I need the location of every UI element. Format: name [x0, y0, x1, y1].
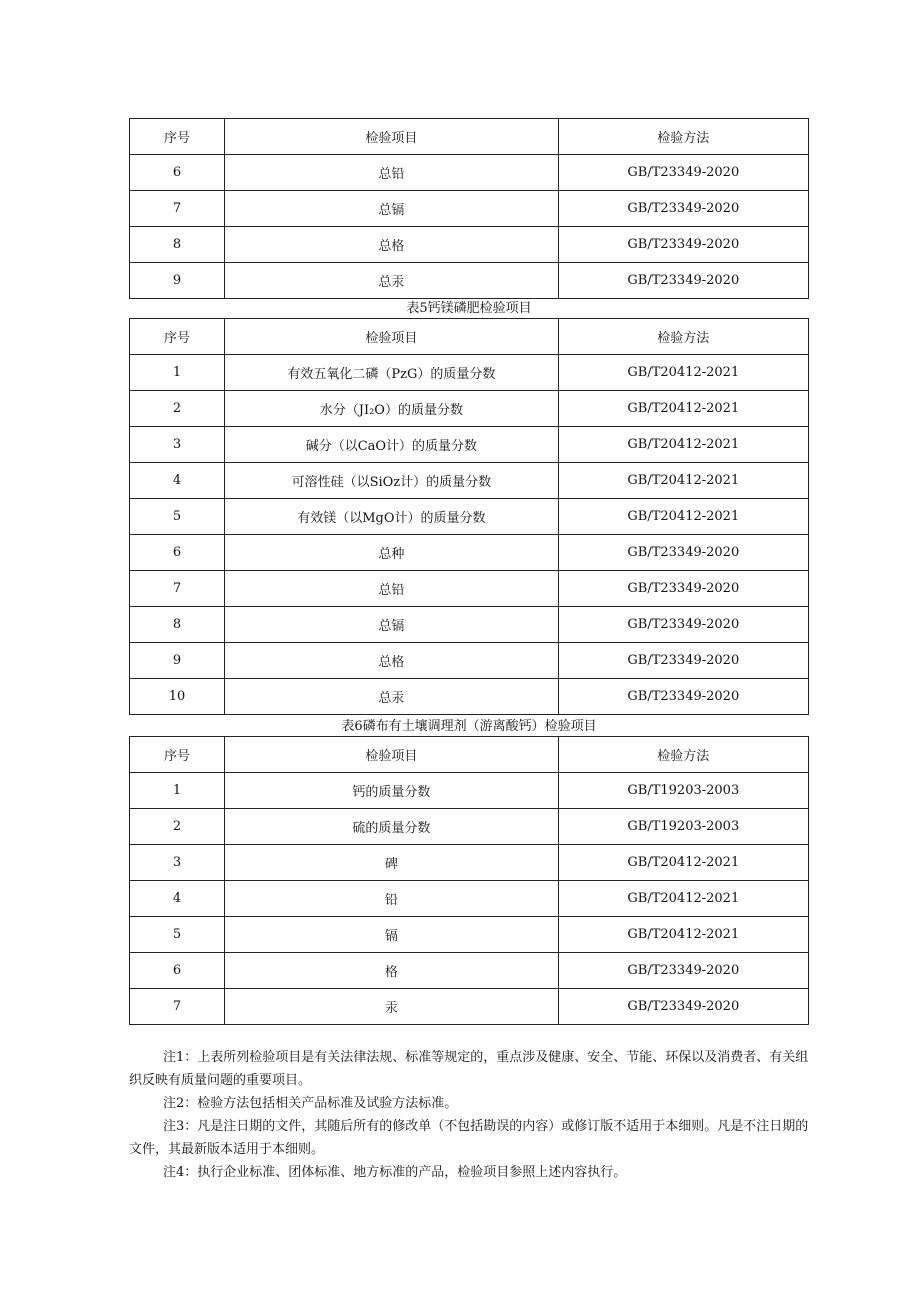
cell-no: 8: [130, 227, 225, 263]
cell-item: 格: [225, 953, 558, 989]
header-no: 序号: [130, 319, 225, 355]
cell-item: 钙的质量分数: [225, 773, 558, 809]
cell-method: GB/T23349-2020: [558, 679, 808, 715]
table-row: [130, 463, 809, 499]
cell-item: 总镉: [225, 607, 558, 643]
cell-no: 4: [130, 463, 225, 499]
cell-item: 镉: [225, 917, 558, 953]
cell-no: 2: [130, 391, 225, 427]
inspection-table-5: [129, 318, 809, 715]
cell-no: 7: [130, 571, 225, 607]
table-header-row: [130, 119, 809, 155]
cell-item: 水分（JI₂O）的质量分数: [225, 391, 558, 427]
cell-method: GB/T20412-2021: [558, 845, 808, 881]
table-row: [130, 679, 809, 715]
note-4: 注4：执行企业标准、团体标准、地方标准的产品，检验项目参照上述内容执行。: [163, 1165, 627, 1180]
table-row: [130, 191, 809, 227]
cell-method: GB/T20412-2021: [558, 917, 808, 953]
cell-no: 5: [130, 917, 225, 953]
header-method: 检验方法: [558, 119, 808, 155]
notes-section: [129, 1046, 809, 1184]
table-row: [130, 427, 809, 463]
table-row: [130, 355, 809, 391]
table-row: [130, 881, 809, 917]
cell-item: 总格: [225, 643, 558, 679]
cell-no: 7: [130, 989, 225, 1025]
header-no: 序号: [130, 737, 225, 773]
table-header-row: [130, 319, 809, 355]
note-1: 注1：上表所列检验项目是有关法律法规、标准等规定的，重点涉及健康、安全、节能、环保以及消费者、有关组织反映有质量问题的重要项目。: [129, 1050, 809, 1088]
cell-method: GB/T20412-2021: [558, 427, 808, 463]
inspection-table-6: [129, 736, 809, 1025]
table-row: [130, 917, 809, 953]
cell-method: GB/T23349-2020: [558, 571, 808, 607]
cell-no: 10: [130, 679, 225, 715]
header-item: 检验项目: [225, 119, 558, 155]
cell-no: 3: [130, 845, 225, 881]
cell-no: 1: [130, 355, 225, 391]
cell-no: 6: [130, 155, 225, 191]
cell-method: GB/T20412-2021: [558, 391, 808, 427]
cell-no: 1: [130, 773, 225, 809]
cell-method: GB/T23349-2020: [558, 155, 808, 191]
header-no: 序号: [130, 119, 225, 155]
cell-item: 汞: [225, 989, 558, 1025]
cell-method: GB/T19203-2003: [558, 773, 808, 809]
cell-method: GB/T19203-2003: [558, 809, 808, 845]
cell-item: 总格: [225, 227, 558, 263]
header-item: 检验项目: [225, 737, 558, 773]
cell-method: GB/T20412-2021: [558, 463, 808, 499]
table-row: [130, 607, 809, 643]
cell-item: 碑: [225, 845, 558, 881]
inspection-table-4-continued: [129, 118, 809, 299]
cell-item: 碱分（以CaO计）的质量分数: [225, 427, 558, 463]
cell-no: 3: [130, 427, 225, 463]
table-6-caption: 表6磷布有土壤调理剂（游离酸钙）检验项目: [341, 719, 597, 734]
table-row: [130, 155, 809, 191]
note-3: 注3：凡是注日期的文件，其随后所有的修改单（不包括勘误的内容）或修订版不适用于本细则。凡是不注日期的文件，其最新版本适用于本细则。: [129, 1119, 809, 1157]
cell-item: 可溶性硅（以SiOz计）的质量分数: [225, 463, 558, 499]
cell-method: GB/T23349-2020: [558, 227, 808, 263]
cell-no: 6: [130, 535, 225, 571]
cell-no: 5: [130, 499, 225, 535]
table-row: [130, 953, 809, 989]
cell-item: 总镉: [225, 191, 558, 227]
cell-no: 9: [130, 263, 225, 299]
cell-method: GB/T20412-2021: [558, 499, 808, 535]
cell-item: 总种: [225, 535, 558, 571]
cell-no: 9: [130, 643, 225, 679]
cell-method: GB/T23349-2020: [558, 263, 808, 299]
header-method: 检验方法: [558, 737, 808, 773]
cell-method: GB/T23349-2020: [558, 989, 808, 1025]
table-row: [130, 809, 809, 845]
cell-item: 硫的质量分数: [225, 809, 558, 845]
table-5-caption: 表5钙镁磷肥检验项目: [406, 301, 532, 316]
table-row: [130, 643, 809, 679]
cell-no: 7: [130, 191, 225, 227]
table-header-row: [130, 737, 809, 773]
cell-no: 2: [130, 809, 225, 845]
cell-method: GB/T23349-2020: [558, 643, 808, 679]
cell-no: 8: [130, 607, 225, 643]
table-row: [130, 571, 809, 607]
cell-item: 总铅: [225, 571, 558, 607]
cell-method: GB/T20412-2021: [558, 355, 808, 391]
cell-item: 总汞: [225, 263, 558, 299]
table-row: [130, 263, 809, 299]
cell-method: GB/T23349-2020: [558, 953, 808, 989]
table-row: [130, 391, 809, 427]
cell-method: GB/T23349-2020: [558, 535, 808, 571]
table-row: [130, 989, 809, 1025]
table-row: [130, 227, 809, 263]
header-item: 检验项目: [225, 319, 558, 355]
cell-method: GB/T23349-2020: [558, 191, 808, 227]
table-row: [130, 845, 809, 881]
note-2: 注2：检验方法包括相关产品标准及试验方法标准。: [163, 1096, 458, 1111]
table-row: [130, 535, 809, 571]
cell-no: 4: [130, 881, 225, 917]
cell-item: 有效镁（以MgO计）的质量分数: [225, 499, 558, 535]
cell-item: 总汞: [225, 679, 558, 715]
table-row: [130, 499, 809, 535]
cell-no: 6: [130, 953, 225, 989]
header-method: 检验方法: [558, 319, 808, 355]
cell-method: GB/T23349-2020: [558, 607, 808, 643]
cell-item: 有效五氧化二磷（PzG）的质量分数: [225, 355, 558, 391]
table-row: [130, 773, 809, 809]
cell-method: GB/T20412-2021: [558, 881, 808, 917]
cell-item: 铅: [225, 881, 558, 917]
cell-item: 总铅: [225, 155, 558, 191]
